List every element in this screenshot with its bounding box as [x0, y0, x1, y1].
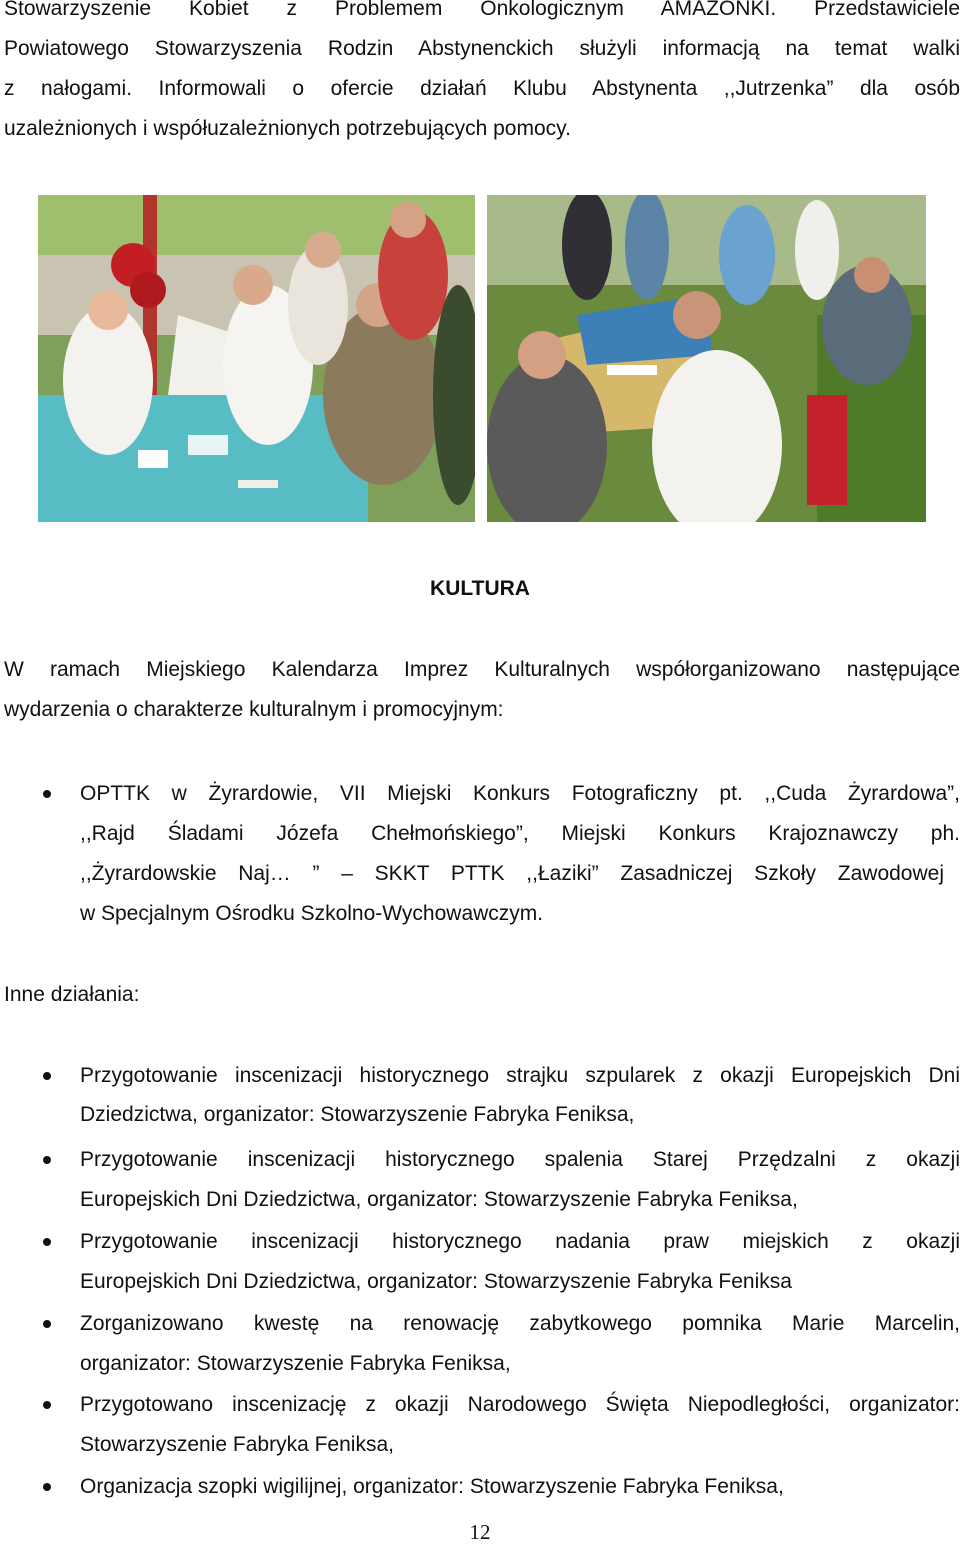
list-item-line: Przygotowanie inscenizacji historycznego spalenia Starej Przędzalni z okazji [80, 1148, 960, 1171]
intro-line-3: z nałogami. Informowali o ofercie działań Klubu Abstynenta ,,Jutrzenka” dla osób [4, 77, 960, 100]
list-item-line: OPTTK w Żyrardowie, VII Miejski Konkurs Fotograficzny pt. ,,Cuda Żyrardowa”, [80, 782, 960, 805]
list-item-line: ,,Rajd Śladami Józefa Chełmońskiego”, Miejski Konkurs Krajoznawczy ph. [80, 822, 960, 845]
section-heading-kultura: KULTURA [430, 577, 530, 600]
intro-line-1: Stowarzyszenie Kobiet z Problemem Onkologicznym AMAZONKI. Przedstawiciele [4, 0, 960, 20]
health-stand-photo [38, 195, 475, 522]
list-item-line: ,,Żyrardowskie Naj… ” – SKKT PTTK ,,Łaziki” Zasadniczej Szkoły Zawodowej [80, 862, 944, 885]
intro-line-4: uzależnionych i współuzależnionych potrzebujących pomocy. [4, 117, 571, 140]
list-item-line: organizator: Stowarzyszenie Fabryka Feniksa, [80, 1352, 511, 1375]
page-number: 12 [469, 1520, 491, 1544]
kultura-intro-line-1: W ramach Miejskiego Kalendarza Imprez Kulturalnych współorganizowano następujące [4, 658, 960, 681]
bullet-icon [43, 1401, 51, 1409]
bullet-icon [43, 1072, 51, 1080]
list-item-line: Europejskich Dni Dziedzictwa, organizator: Stowarzyszenie Fabryka Feniksa [80, 1270, 792, 1293]
list-item-line: Przygotowanie inscenizacji historycznego nadania praw miejskich z okazji [80, 1230, 960, 1253]
bullet-icon [43, 790, 51, 798]
list-item-line: Stowarzyszenie Fabryka Feniksa, [80, 1433, 394, 1456]
other-activities-label: Inne działania: [4, 983, 140, 1006]
bullet-icon [43, 1483, 51, 1491]
bullet-icon [43, 1156, 51, 1164]
bullet-icon [43, 1320, 51, 1328]
kultura-intro-line-2: wydarzenia o charakterze kulturalnym i promocyjnym: [4, 698, 504, 721]
list-item-line: Europejskich Dni Dziedzictwa, organizator: Stowarzyszenie Fabryka Feniksa, [80, 1188, 798, 1211]
health-table-photo [487, 195, 926, 522]
list-item-line: Organizacja szopki wigilijnej, organizator: Stowarzyszenie Fabryka Feniksa, [80, 1475, 784, 1498]
intro-line-2: Powiatowego Stowarzyszenia Rodzin Abstynenckich służyli informacją na temat walki [4, 37, 960, 60]
list-item-line: Przygotowanie inscenizacji historycznego strajku szpularek z okazji Europejskich Dni [80, 1064, 960, 1087]
list-item-line: w Specjalnym Ośrodku Szkolno-Wychowawczym. [80, 902, 544, 925]
list-item-line: Dziedzictwa, organizator: Stowarzyszenie Fabryka Feniksa, [80, 1103, 635, 1126]
list-item-line: Przygotowano inscenizację z okazji Narodowego Święta Niepodległości, organizator: [80, 1393, 960, 1416]
list-item-line: Zorganizowano kwestę na renowację zabytkowego pomnika Marie Marcelin, [80, 1312, 960, 1335]
bullet-icon [43, 1238, 51, 1246]
